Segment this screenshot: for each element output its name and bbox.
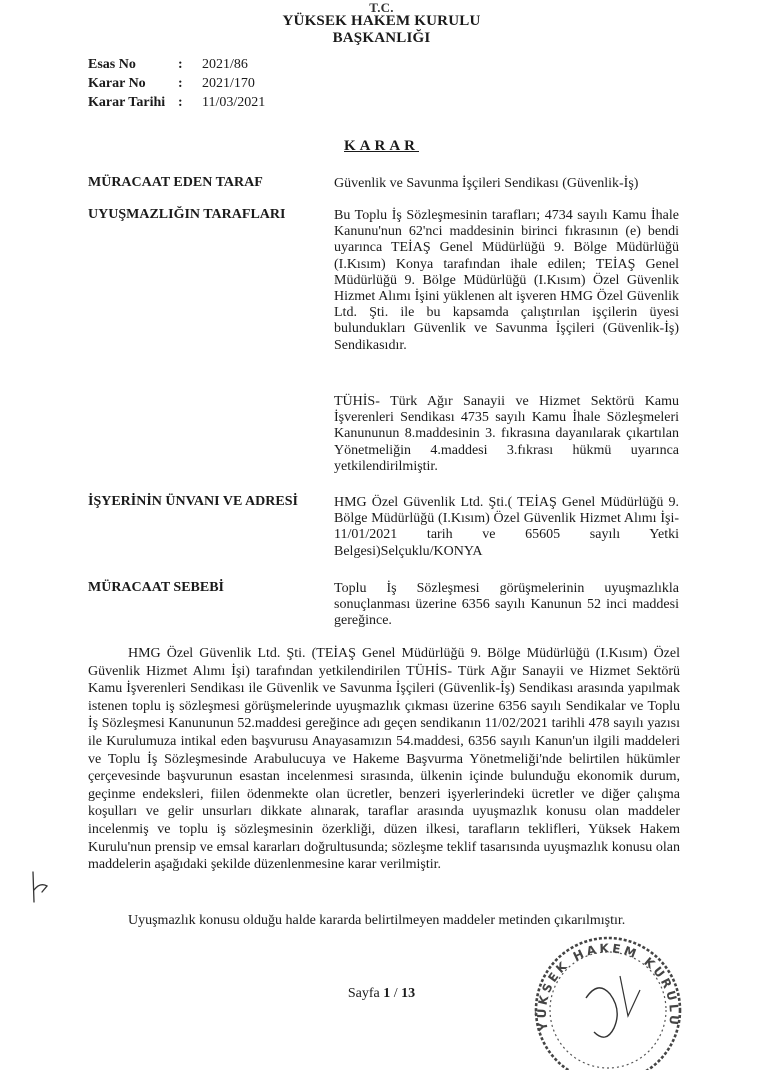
applicant-label: MÜRACAAT EDEN TARAF (88, 175, 263, 190)
page-prefix: Sayfa (347, 986, 384, 1001)
meta-sep: : (178, 76, 183, 91)
parties-paragraph-2: TÜHİS- Türk Ağır Sanayii ve Hizmet Sektörü Kamu İşverenleri Sendikası 4735 sayılı Kamu İhale Sözleşmeleri Kanununun 8.maddesinin 3. fıkrasına dayanılarak çıkartılan Yönetmeliğin 4.maddesi 3.fıkrası hükmü uyarınca yetkilendirilmiştir. (334, 394, 679, 474)
meta-label: Karar Tarihi (88, 95, 166, 110)
seal-text: YÜKSEK HAKEM KURULU (534, 941, 682, 1032)
meta-value: 2021/170 (202, 76, 255, 91)
meta-value: 2021/86 (202, 57, 248, 72)
decision-title: KARAR (344, 138, 419, 154)
document-header (0, 2, 763, 47)
body-paragraph-1-text: HMG Özel Güvenlik Ltd. Şti. (TEİAŞ Genel Müdürlüğü 9. Bölge Müdürlüğü (I.Kısım) Özel Güvenlik Hizmet Alımı İşi) tarafından yetkilendirilen TÜHİS- Türk Ağır Sanayii ve Hizmet Sektörü Kamu İşverenleri Sendikası ile Güvenlik ve Savunma İşçileri (Güvenlik-İş) Sendikası arasında yapılmak istenen toplu iş sözleşmesi görüşmelerinde uyuşmazlık çıkması üzerine 6356 sayılı Sendikalar ve Toplu İş Sözleşmesi Kanununun 52.maddesi gereğince adı geçen sendikanın 11/02/2021 tarihli 478 sayılı yazısı ile Kurulumuza intikal eden başvurusu Anayasamızın 54.maddesi, 6356 sayılı Kanun'un ilgili maddeleri ve Toplu İş Sözleşmesinde Arabulucuya ve Hakeme Başvurma Yönetmeliği'nde belirtilen hükümler çerçevesinde başvurunun esastan incelenmesi sırasında, ülkenin içinde bulunduğu ekonomik durum, geçinme endeksleri, fiilen ödenmekte olan ücretler, benzeri işyerlerindeki ücretler ve diğer çalışma koşulları ve gelir unsurları dikkate alınarak, taraflar arasında uyuşmazlık konusu olan maddeler incelenmiş ve toplu iş sözleşmesinin özerkliği, düzen ilkesi, tarafların teklifleri, Yüksek Hakem Kurulu'nun prensip ve emsal kararları doğrultusunda; sözleşme teklif tasarısında uyuşmazlık konusu olan maddelerin aşağıdaki şekilde düzenlenmesine karar verilmiştir. (88, 646, 680, 873)
handwritten-initial-icon (28, 868, 52, 913)
body-paragraph-1 (88, 645, 680, 874)
header-tc: T.C. (369, 0, 394, 15)
applicant-value: Güvenlik ve Savunma İşçileri Sendikası (Güvenlik-İş) (334, 176, 639, 191)
svg-text:YÜKSEK HAKEM KURULU (534, 941, 681, 1033)
meta-value: 11/03/2021 (202, 95, 266, 110)
page-sep: / (390, 986, 402, 1001)
meta-sep: : (178, 57, 183, 72)
meta-row-karar (88, 74, 265, 93)
meta-row-tarih (88, 93, 265, 112)
meta-sep: : (178, 95, 183, 110)
parties-paragraph-1: Bu Toplu İş Sözleşmesinin tarafları; 4734 sayılı Kamu İhale Kanunu'nun 62'nci maddesinin birinci fıkrasının (e) bendi uyarınca TEİAŞ Genel Müdürlüğü 9. Bölge Müdürlüğü (I.Kısım) Konya tarafından ihale edilen; TEİAŞ Genel Müdürlüğü 9. Bölge Müdürlüğü (I.Kısım) Özel Güvenlik Hizmet Alımı İşini yüklenen alt işveren HMG Özel Güvenlik Ltd. Şti. ile bu kapsamda çalıştırılan işçilerin üyesi bulundukları Güvenlik ve Savunma İşçileri (Güvenlik-İş) Sendikasıdır. (334, 208, 679, 353)
page-total: 13 (401, 986, 416, 1001)
meta-label: Esas No (88, 57, 136, 72)
body-paragraph-2-text: Uyuşmazlık konusu olduğu halde kararda belirtilmeyen maddeler metinden çıkarılmıştır. (128, 913, 626, 928)
meta-label: Karar No (88, 76, 146, 91)
case-meta (88, 55, 265, 112)
parties-label: UYUŞMAZLIĞIN TARAFLARI (88, 207, 286, 222)
reason-value: Toplu İş Sözleşmesi görüşmelerinin uyuşmazlıkla sonuçlanması üzerine 6356 sayılı Kanunun 52 inci maddesi gereğince. (334, 581, 679, 629)
official-seal-stamp-icon (528, 920, 688, 1075)
page-current: 1 (383, 986, 391, 1001)
meta-row-esas (88, 55, 265, 74)
header-presidency: BAŞKANLIĞI (332, 30, 431, 46)
header-institution: YÜKSEK HAKEM KURULU (282, 13, 481, 29)
reason-label: MÜRACAAT SEBEBİ (88, 580, 225, 595)
workplace-label: İŞYERİNİN ÜNVANI VE ADRESİ (88, 494, 298, 509)
workplace-value: HMG Özel Güvenlik Ltd. Şti.( TEİAŞ Genel Müdürlüğü 9. Bölge Müdürlüğü (I.Kısım) Özel Güvenlik Hizmet Alımı İşi-11/01/2021 tarih ve 65605 sayılı Yetki Belgesi)Selçuklu/KONYA (334, 495, 679, 559)
